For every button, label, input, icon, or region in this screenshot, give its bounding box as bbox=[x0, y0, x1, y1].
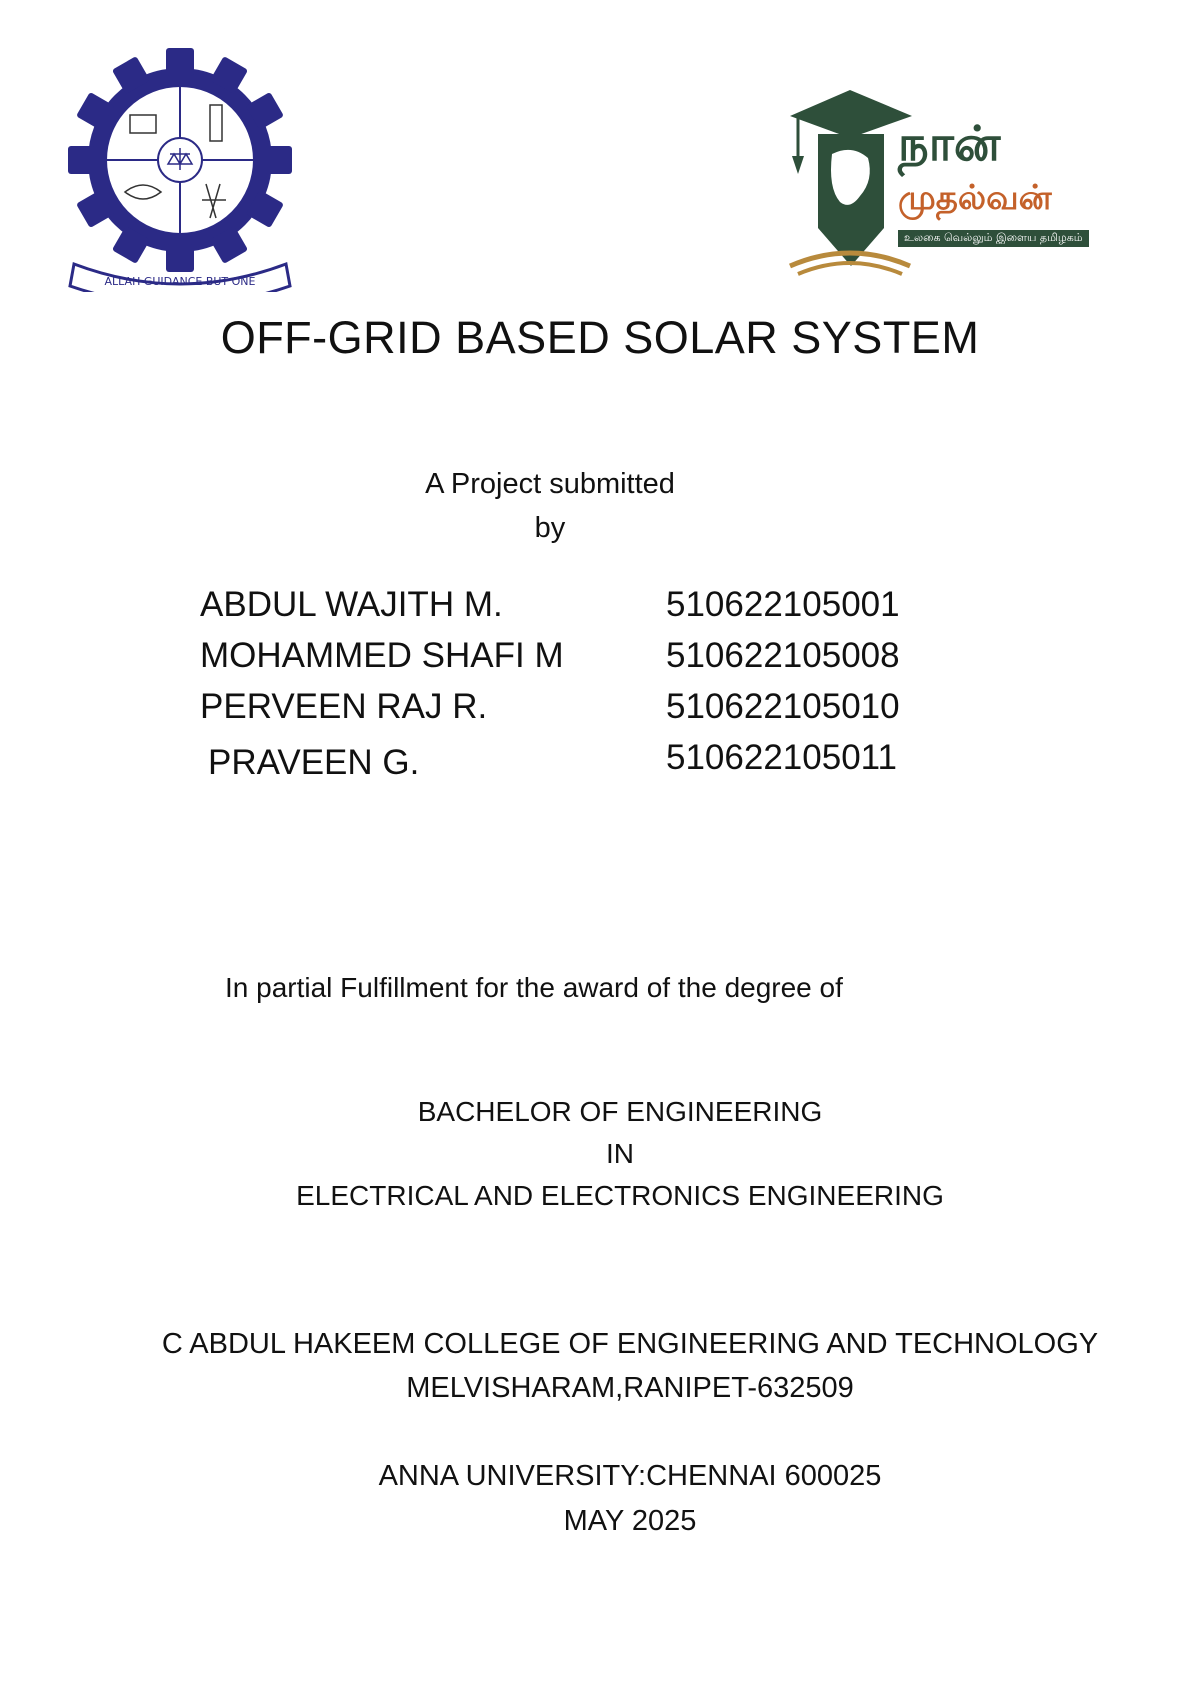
fulfillment-line: In partial Fulfillment for the award of the degree of bbox=[225, 972, 843, 1003]
tagline-banner: உலகை வெல்லும் இளைய தமிழகம் bbox=[898, 230, 1089, 247]
student-reg-no: 510622105008 bbox=[666, 636, 900, 675]
naan-text: நான் bbox=[898, 116, 1001, 172]
college-gear-emblem-icon bbox=[60, 42, 300, 292]
mudhalvan-text: முதல்வன் bbox=[898, 178, 1052, 218]
project-title: OFF-GRID BASED SOLAR SYSTEM bbox=[220, 312, 980, 363]
college-name: C ABDUL HAKEEM COLLEGE OF ENGINEERING AND TECHNOLOGY bbox=[161, 1328, 1099, 1360]
naan-mudhalvan-logo-icon bbox=[780, 78, 1130, 278]
degree-line-3: ELECTRICAL AND ELECTRONICS ENGINEERING bbox=[296, 1180, 944, 1211]
list-item bbox=[200, 738, 960, 789]
degree-line-1: BACHELOR OF ENGINEERING bbox=[417, 1096, 823, 1127]
svg-text:ALLAH GUIDANCE BUT ONE: ALLAH GUIDANCE BUT ONE bbox=[104, 275, 256, 288]
student-name: MOHAMMED SHAFI M bbox=[200, 636, 564, 675]
student-name: PRAVEEN G. bbox=[208, 743, 420, 782]
date-line: MAY 2025 bbox=[563, 1505, 697, 1537]
student-reg-no: 510622105011 bbox=[666, 738, 897, 777]
university-line: ANNA UNIVERSITY:CHENNAI 600025 bbox=[378, 1460, 882, 1492]
student-reg-no: 510622105010 bbox=[666, 687, 900, 726]
degree-line-2: IN bbox=[606, 1138, 634, 1169]
submitted-line: A Project submitted bbox=[425, 468, 675, 500]
student-reg-no: 510622105001 bbox=[666, 585, 900, 624]
student-name: PERVEEN RAJ R. bbox=[200, 687, 488, 726]
list-item bbox=[200, 636, 960, 687]
student-list bbox=[200, 585, 960, 789]
list-item bbox=[200, 687, 960, 738]
student-name: ABDUL WAJITH M. bbox=[200, 585, 503, 624]
submitted-by-line: by bbox=[534, 512, 566, 544]
college-address: MELVISHARAM,RANIPET-632509 bbox=[406, 1372, 854, 1404]
list-item bbox=[200, 585, 960, 636]
